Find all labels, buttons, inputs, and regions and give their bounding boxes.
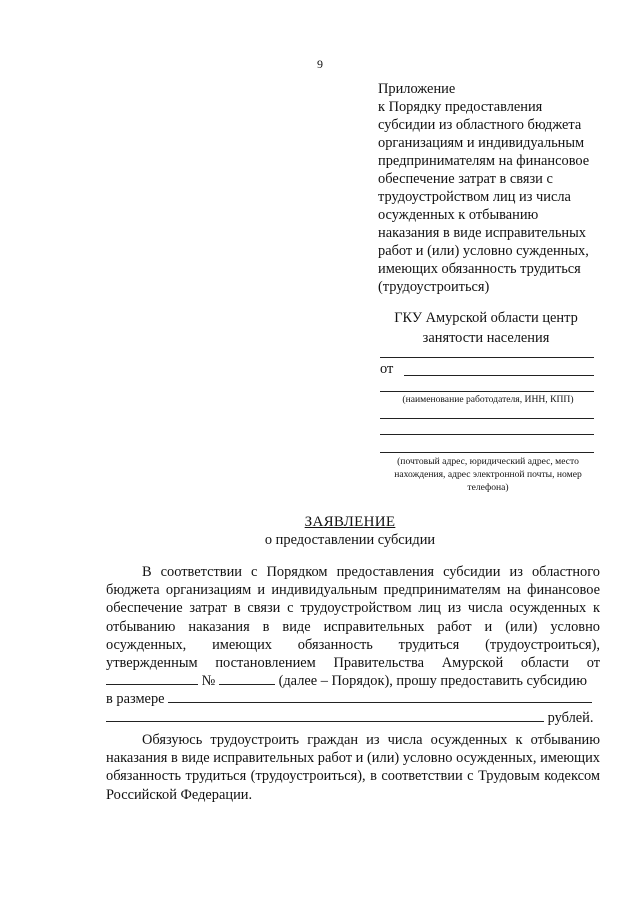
address-field[interactable] [380, 418, 594, 419]
from-label: от [380, 361, 394, 377]
appendix-line: наказания в виде исправительных [378, 225, 586, 241]
document-subtitle: о предоставлении субсидии [264, 532, 436, 548]
paragraph-line: В соответствии с Порядком предоставления субсидии из областного [142, 564, 600, 580]
addressee-line-1: ГКУ Амурской области центр [394, 310, 578, 326]
resolution-date-field[interactable] [106, 672, 198, 685]
appendix-line: работ и (или) условно сужденных, [378, 243, 589, 259]
resolution-number-field[interactable] [219, 672, 275, 685]
paragraph-text: (далее – Порядок), прошу предоставить субсидию [278, 673, 587, 690]
document-title: ЗАЯВЛЕНИЕ [304, 514, 396, 530]
appendix-line: трудоустройством лиц из числа [378, 189, 571, 205]
appendix-line: осужденных к отбыванию [378, 207, 539, 223]
appendix-line: Приложение [378, 81, 456, 97]
appendix-line: организациям и индивидуальным [378, 135, 585, 151]
paragraph-line: утвержденным постановлением Правительства Амурской области от [106, 654, 600, 671]
paragraph-request [106, 563, 600, 727]
appendix-line: субсидии из областного бюджета [378, 117, 582, 133]
paragraph-line: обеспечение затрат в связи с трудоустройством лиц из числа осужденных к [106, 600, 600, 617]
employer-caption: (наименование работодателя, ИНН, КПП) [402, 394, 574, 405]
blank-line [380, 357, 594, 358]
paragraph-obligation [106, 731, 600, 804]
appendix-line: обеспечение затрат в связи с [378, 171, 553, 187]
appendix-block [378, 80, 618, 296]
address-caption: (почтовый адрес, юридический адрес, место нахождения, адрес электронной почты, номер телефона) [394, 456, 582, 493]
appendix-line: (трудоустроиться) [378, 279, 490, 295]
appendix-line: к Порядку предоставления [378, 99, 543, 115]
paragraph-line: бюджета организациям и индивидуальным предпринимателям на финансовое [106, 582, 600, 599]
employer-name-field[interactable] [404, 375, 594, 376]
amount-field[interactable] [168, 690, 592, 703]
addressee-block [378, 308, 594, 348]
paragraph-line [106, 709, 600, 727]
amount-words-field[interactable] [106, 709, 544, 722]
address-field[interactable] [380, 452, 594, 453]
number-sign: № [201, 673, 216, 690]
blank-line [380, 391, 594, 392]
paragraph-line: Обязуюсь трудоустроить граждан из числа осужденных к отбыванию [142, 732, 600, 748]
address-field[interactable] [380, 434, 594, 435]
paragraph-line: осужденных, имеющих обязанность трудиться (трудоустроиться), [106, 636, 600, 653]
paragraph-line: обязанность трудиться (трудоустроиться), в соответствии с Трудовым кодексом [106, 768, 600, 785]
appendix-line: имеющих обязанность трудиться [378, 261, 581, 277]
addressee-line-2: занятости населения [422, 330, 550, 346]
paragraph-line: наказания в виде исправительных работ и (или) условно осужденных, имеющих [106, 750, 600, 767]
paragraph-line [106, 672, 600, 690]
amount-label: в размере [106, 691, 165, 708]
page-number: 9 [317, 57, 323, 71]
paragraph-line: Российской Федерации. [106, 786, 253, 803]
currency-label: рублей. [547, 709, 594, 726]
paragraph-line: отбыванию наказания в виде исправительных работ и (или) условно [106, 618, 600, 635]
appendix-line: предпринимателям на финансовое [378, 153, 590, 169]
paragraph-line [106, 690, 600, 708]
